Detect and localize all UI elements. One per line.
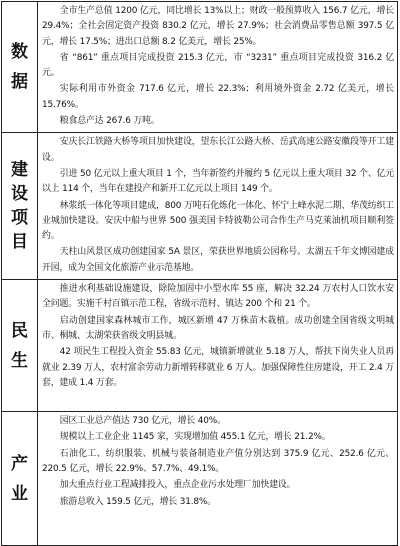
section-heading-cell <box>2 280 38 412</box>
paragraph: 石油化工、纺织服装、机械与装备制造业产值分别达到 375.9 亿元、252.6 亿元、220.5 亿元，增长 22.9%、57.7%、49.1%。 <box>42 448 394 474</box>
paragraph: 引进 50 亿元以上重大项目 1 个，当年新签约并履约 5 亿元以上重大项目 32 个、亿元以上 114 个，当年在建投产和新开工亿元以上项目 149 个。 <box>42 168 394 195</box>
paragraph: 安庆长江铁路大桥等项目加快建设，望东长江公路大桥、岳武高速公路安徽段等开工建设。 <box>42 137 394 163</box>
section-heading: 数 据 <box>11 42 28 93</box>
paragraph: 旅游总收入 159.5 亿元，增长 31.8%。 <box>59 496 216 507</box>
section-row-data <box>2 2 398 133</box>
paragraph: 启动创建国家森林城市工作，城区新增 47 万株苗木栽植。成功创建全国省级文明城市、桐城、太湖荣获省级文明县城。 <box>42 315 394 341</box>
paragraph: 加大重点行业工程减排投入，重点企业污水处理厂加快建设。 <box>59 480 296 491</box>
paragraph: 园区工业总产值达 730 亿元，增长 40%。 <box>59 416 226 427</box>
paragraph: 粮食总产达 267.6 万吨。 <box>59 116 160 127</box>
section-heading: 产 业 <box>11 453 28 504</box>
paragraph: 实际利用市外资金 717.6 亿元，增长 22.3%；利用境外资金 2.72 亿美元，增长 15.76%。 <box>42 84 394 110</box>
paragraph: 省 “861” 重点项目完成投资 215.3 亿元，市 “3231” 重点项目完成投资 316.2 亿元。 <box>42 52 394 79</box>
paragraph: 林浆纸一体化等项目建成，800 万吨石化炼化一体化、怀宁上峰水泥二期、华茂纺织工业城加快建设。安庆中船与世界 500 强美国卡特彼勒公司合作生产马克莱油机项目顺利签约。 <box>42 200 394 242</box>
section-content-cell <box>38 133 398 280</box>
paragraph: 推进水利基础设施建设，除险加固中小型水库 55 座，解决 32.24 万农村人口饮水安全问题。实施千村百镇示范工程，省级示范村、镇达 200 个和 21 个。 <box>42 284 394 310</box>
paragraph: 全市生产总值 1200 亿元，同比增长 13%以上；财政一般预算收入 156.7 亿元，增长 29.4%；全社会固定资产投资 830.2 亿元，增长 27.9%；社会消费品零售总额 397.5 亿元，增长 17.5%；进出口总额 8.2 亿美元，增长 25%。 <box>42 6 394 47</box>
section-content-cell <box>38 412 398 546</box>
section-heading: 民 生 <box>11 320 28 371</box>
paragraph: 规模以上工业企业 1145 家，实现增加值 455.1 亿元，增长 21.2%。 <box>59 432 331 443</box>
summary-table <box>1 1 398 546</box>
section-heading-cell <box>2 133 38 280</box>
section-heading: 建 设 项 目 <box>11 160 28 253</box>
section-row-industry <box>2 412 398 546</box>
paragraph: 42 项民生工程投入资金 55.83 亿元，城镇新增就业 5.18 万人，帮扶下岗失业人员再就业 2.39 万人，农村富余劳动力新增转移就业 6 万人。加强保障性住房建设，开工 2.4 万套，建成 1.4 万套。 <box>42 347 394 388</box>
section-content-cell <box>38 2 398 133</box>
paragraph: 天柱山风景区成功创建国家 5A 景区，荣获世界地质公园称号。太湖五千年文博园建成开园，成为全国文化旅游产业示范基地。 <box>42 247 394 273</box>
section-row-projects <box>2 133 398 280</box>
section-content-cell <box>38 280 398 412</box>
section-heading-cell <box>2 2 38 133</box>
section-row-livelihood <box>2 280 398 412</box>
section-heading-cell <box>2 412 38 546</box>
